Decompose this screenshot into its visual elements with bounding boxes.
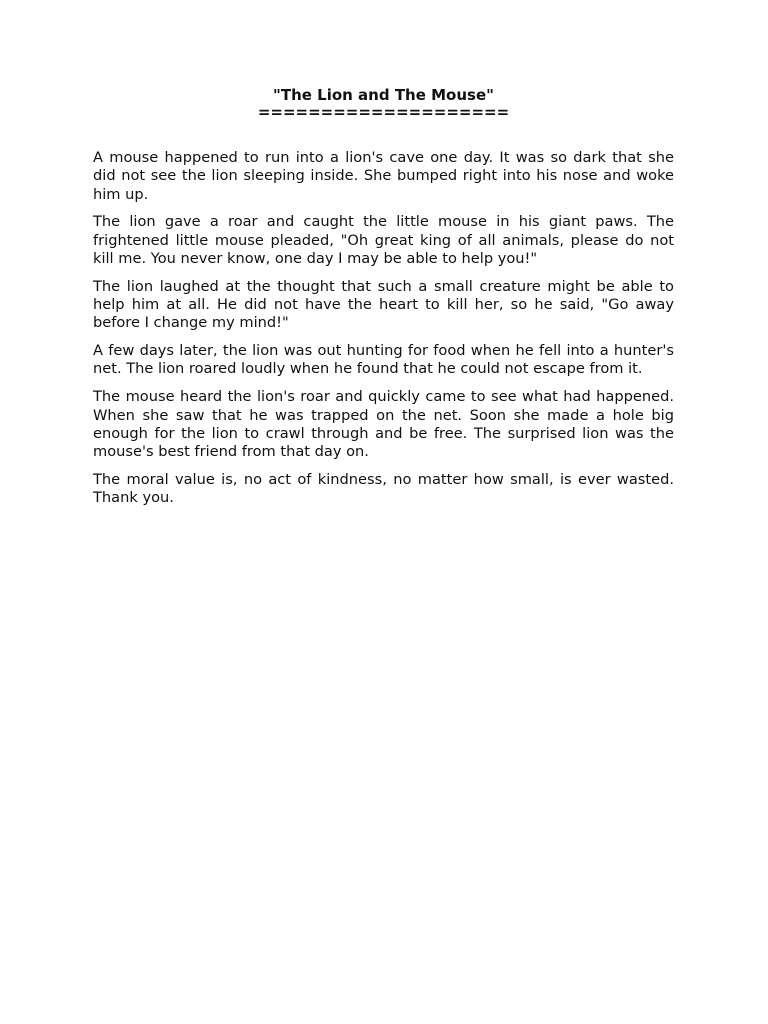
paragraph-5: The mouse heard the lion's roar and quickly came to see what had happened. When she saw that he was trapped on the net. Soon she made a hole big enough for the lion to crawl through and be free. The surprised lion was the mouse's best friend from that day on. [93, 388, 674, 461]
paragraph-1: A mouse happened to run into a lion's cave one day. It was so dark that she did not see the lion sleeping inside. She bumped right into his nose and woke him up. [93, 149, 674, 203]
paragraph-2: The lion gave a roar and caught the little mouse in his giant paws. The frightened little mouse pleaded, "Oh great king of all animals, please do not kill me. You never know, one day I may be able to help you!" [93, 213, 674, 267]
document-page [93, 86, 674, 517]
title-underline: ==================== [257, 103, 510, 121]
paragraph-4: A few days later, the lion was out hunting for food when he fell into a hunter's net. The lion roared loudly when he found that he could not escape from it. [93, 342, 674, 378]
document-title: "The Lion and The Mouse" [273, 86, 494, 104]
paragraph-3: The lion laughed at the thought that such a small creature might be able to help him at all. He did not have the heart to kill her, so he said, "Go away before I change my mind!" [93, 277, 674, 332]
paragraph-6: The moral value is, no act of kindness, no matter how small, is ever wasted. Thank you. [93, 470, 674, 507]
